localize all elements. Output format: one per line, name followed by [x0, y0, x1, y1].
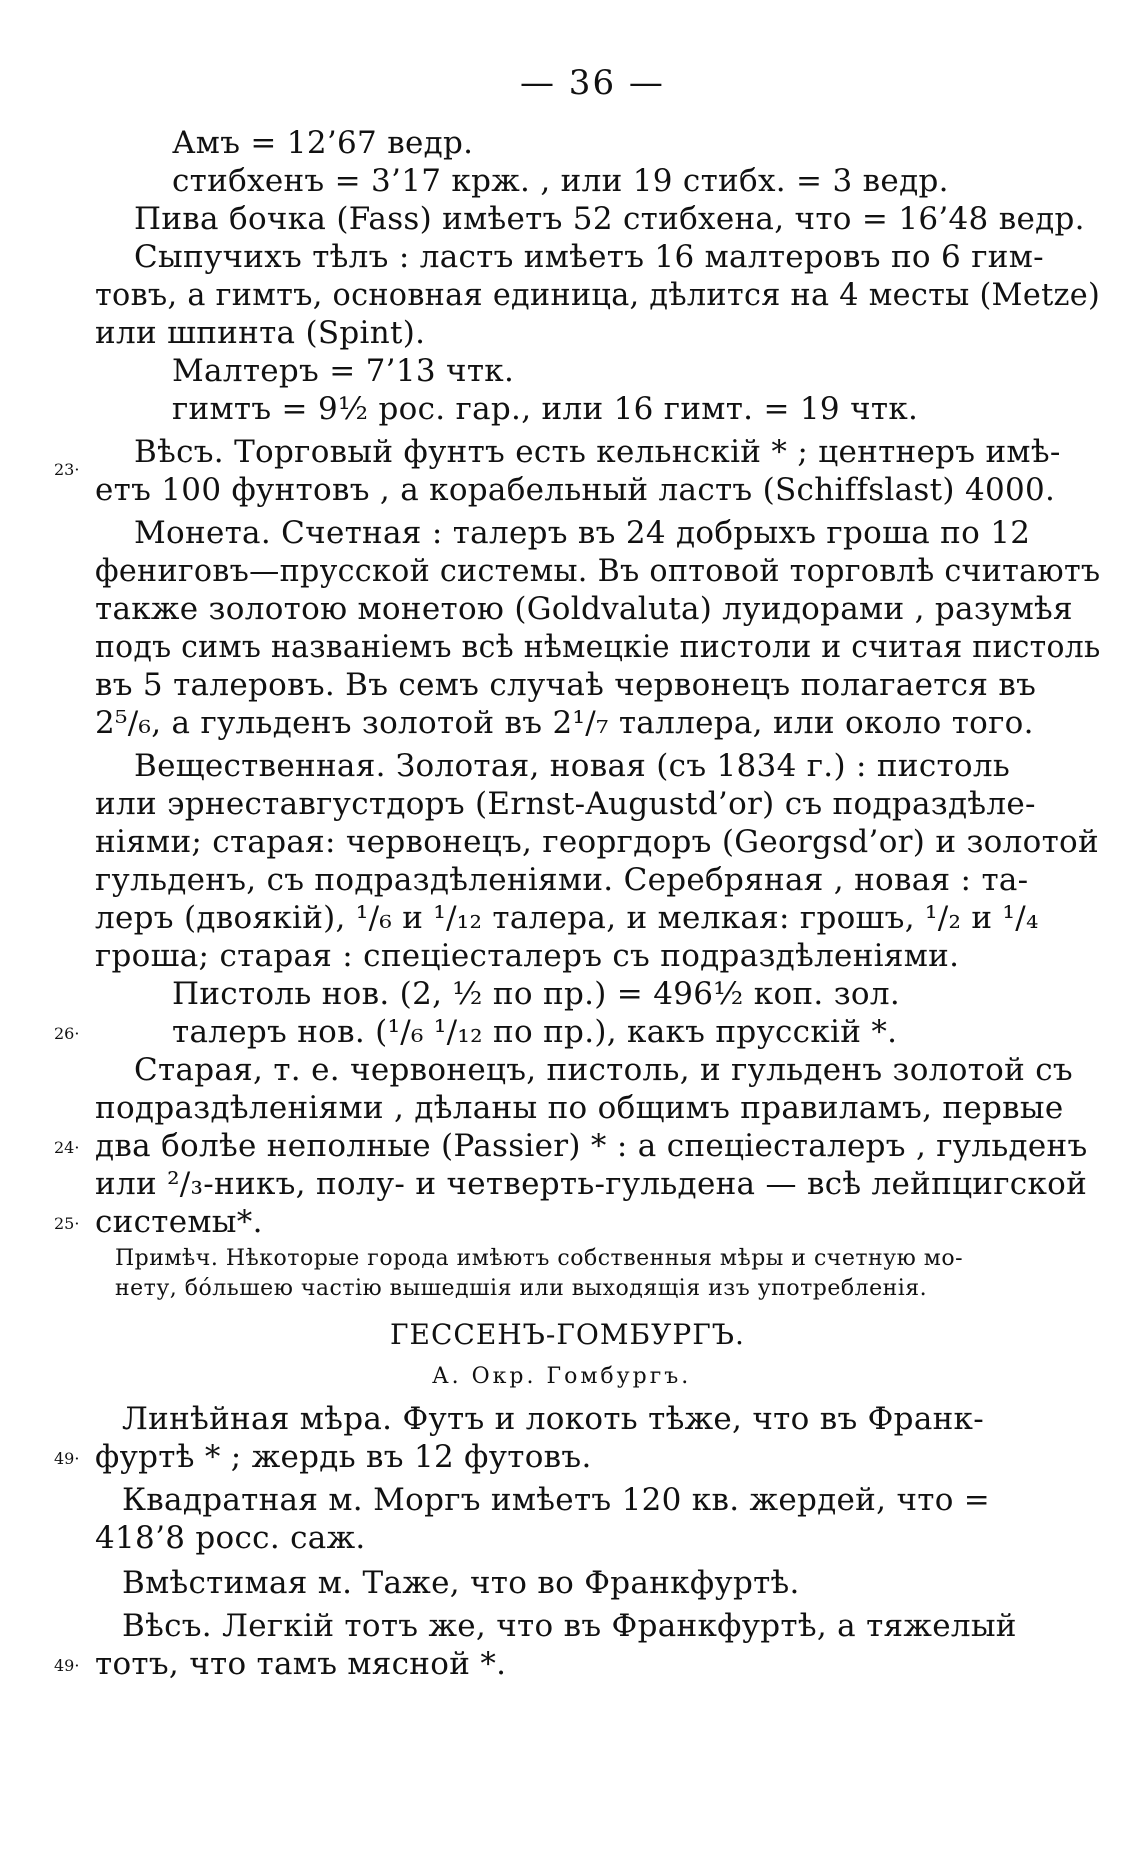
- text-line: Монета. Счетная : талеръ въ 24 добрыхъ гроша по 12: [134, 515, 1031, 551]
- text-line: фениговъ—прусской системы. Въ оптовой торговлѣ считаютъ: [95, 553, 1101, 589]
- text-line: 418’8 росс. саж.: [95, 1520, 366, 1556]
- margin-reference: 25·: [54, 1214, 80, 1233]
- text-line: Старая, т. е. червонецъ, пистоль, и гульденъ золотой съ: [134, 1052, 1073, 1088]
- page-number: — 36 —: [520, 63, 665, 103]
- text-line: Линѣйная мѣра. Футъ и локоть тѣже, что въ Франк-: [122, 1401, 985, 1437]
- text-line: тотъ, что тамъ мясной *.: [95, 1646, 507, 1682]
- text-line: Сыпучихъ тѣлъ : ластъ имѣетъ 16 малтеровъ по 6 гим-: [134, 239, 1044, 275]
- text-line: или эрнеставгустдоръ (Ernst-Augustd’or) съ подраздѣле-: [95, 786, 1036, 822]
- text-line: гроша; старая : спецiесталеръ съ подраздѣленiями.: [95, 938, 960, 974]
- text-line: системы*.: [95, 1204, 263, 1240]
- section-subheading: А. Окр. Гомбургъ.: [432, 1364, 692, 1389]
- margin-reference: 49·: [54, 1449, 80, 1468]
- text-line: леръ (двоякій), ¹/₆ и ¹/₁₂ талера, и мелкая: грошъ, ¹/₂ и ¹/₄: [95, 900, 1039, 936]
- text-line: етъ 100 фунтовъ , а корабельный ластъ (Schiffslast) 4000.: [95, 472, 1056, 508]
- footnote-line: Примѣч. Нѣкоторые города имѣютъ собственныя мѣры и счетную мо-: [115, 1246, 964, 1271]
- text-line: талеръ нов. (¹/₆ ¹/₁₂ по пр.), какъ прусскій *.: [172, 1014, 898, 1050]
- margin-reference: 24·: [54, 1138, 80, 1157]
- text-line: ніями; старая: червонецъ, георгдоръ (Georgsd’or) и золотой: [95, 824, 1099, 860]
- text-line: Малтеръ = 7’13 чтк.: [172, 353, 515, 389]
- section-heading: ГЕССЕНЪ-ГОМБУРГЪ.: [390, 1318, 745, 1351]
- text-line: гульденъ, съ подраздѣленіями. Серебряная , новая : та-: [95, 862, 1029, 898]
- text-line: два болѣе неполные (Passier) * : а спецiесталеръ , гульденъ: [95, 1128, 1088, 1164]
- text-line: Вѣсъ. Торговый фунтъ есть кельнскій * ; центнеръ имѣ-: [134, 434, 1061, 470]
- text-line: товъ, а гимтъ, основная единица, дѣлится на 4 месты (Metze): [95, 277, 1101, 313]
- text-line: гимтъ = 9½ рос. гар., или 16 гимт. = 19 чтк.: [172, 391, 919, 427]
- text-line: 2⁵/₆, а гульденъ золотой въ 2¹/₇ таллера, или около того.: [95, 705, 1034, 741]
- footnote-line: нету, бóльшею частію вышедшія или выходящія изъ употребленія.: [115, 1276, 928, 1301]
- text-line: фуртѣ * ; жердь въ 12 футовъ.: [95, 1439, 592, 1475]
- text-line: Вѣсъ. Легкій тотъ же, что въ Франкфуртѣ, а тяжелый: [122, 1608, 1017, 1644]
- text-line: Пистоль нов. (2, ½ по пр.) = 496½ коп. зол.: [172, 976, 901, 1012]
- margin-reference: 23·: [54, 460, 80, 479]
- text-line: или ²/₃-никъ, полу- и четверть-гульдена — всѣ лейпцигской: [95, 1166, 1088, 1202]
- text-line: стибхенъ = 3’17 крж. , или 19 стибх. = 3 ведр.: [172, 163, 949, 199]
- text-line: подраздѣленіями , дѣланы по общимъ правиламъ, первые: [95, 1090, 1064, 1126]
- margin-reference: 26·: [54, 1024, 80, 1043]
- text-line: также золотою монетою (Goldvaluta) луидорами , разумѣя: [95, 591, 1073, 627]
- text-line: подъ симъ названіемъ всѣ нѣмецкіе пистоли и считая пистоль: [95, 629, 1101, 665]
- text-line: Пива бочка (Fass) имѣетъ 52 стибхена, что = 16’48 ведр.: [134, 201, 1085, 237]
- text-line: Вмѣстимая м. Таже, что во Франкфуртѣ.: [122, 1565, 800, 1601]
- text-line: Амъ = 12’67 ведр.: [172, 125, 474, 161]
- margin-reference: 49·: [54, 1656, 80, 1675]
- text-line: или шпинта (Spint).: [95, 315, 426, 351]
- text-line: въ 5 талеровъ. Въ семъ случаѣ червонецъ полагается въ: [95, 667, 1037, 703]
- text-line: Квадратная м. Моргъ имѣетъ 120 кв. жердей, что =: [122, 1482, 991, 1518]
- text-line: Вещественная. Золотая, новая (съ 1834 г.) : пистоль: [134, 748, 1011, 784]
